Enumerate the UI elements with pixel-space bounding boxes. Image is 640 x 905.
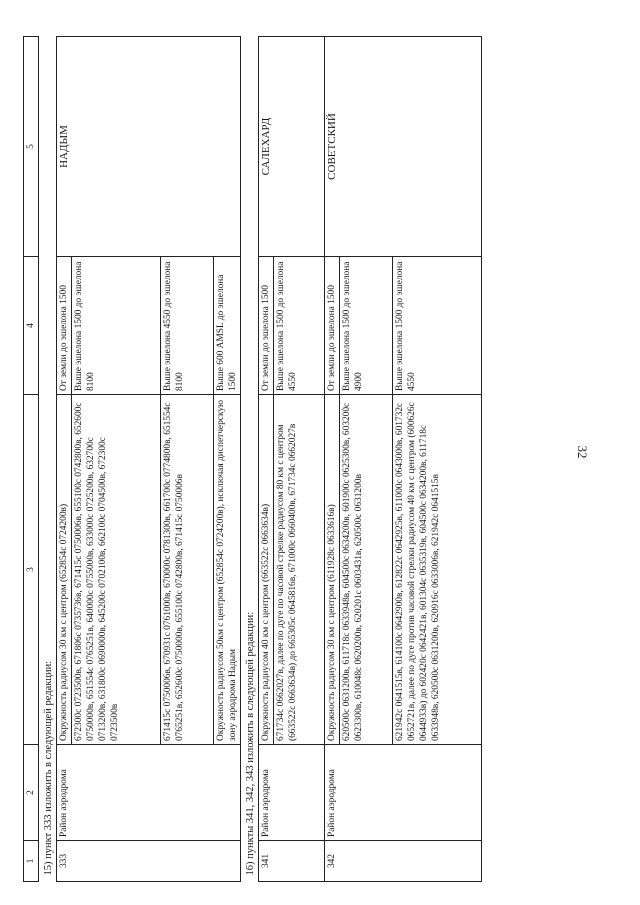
- zone-coords: 671734с 0662027в, далее по дуге по часовой стрелке радиусом 80 км с центром (663522с 0663634в) до 665305с 0645816в, 671000с 0660400в, 671734с 0662027в: [273, 395, 300, 744]
- row-name: Район аэродрома: [57, 745, 241, 841]
- header-cell-1: 1: [24, 841, 39, 882]
- height-cell: [259, 257, 325, 395]
- zone-coords: 620500с 0631200в, 611718с 0633948в, 604500с 0634200в, 601900с 0625300в, 603200с 0623300в, 610048с 0620200в, 620201с 0603431в, 620500с 0631200в: [339, 395, 392, 744]
- zone-height: От земли до эшелона 1500: [59, 285, 69, 391]
- coords-cell: [259, 395, 325, 745]
- zone-coords: 672300с 0723500в, 671806с 0735736в, 671415с 0750006в, 655100с 0742800в, 652600с 0750000в, 651554с 0765251в, 640000с 0755000в, 633000с 0725200в, 632700с 0713200в, 631800с 0690000в, 645200с 0702100в, 662100с 0704500в, 672300с 0723500в: [71, 395, 160, 744]
- row-number: 333: [57, 841, 241, 882]
- zone-coords: Окружность радиусом 30 км с центром (611928с 0633616в): [327, 504, 337, 741]
- section-intro: 15) пункт 333 изложить в следующей редакции:: [39, 37, 57, 882]
- row-number: 341: [259, 841, 325, 882]
- zone-height: От земли до эшелона 1500: [261, 285, 271, 391]
- header-cell-5: 5: [24, 37, 39, 257]
- rotated-document-body: [23, 37, 583, 882]
- aerodrome-name: НАДЫМ: [57, 37, 241, 257]
- header-row: [24, 37, 39, 882]
- zone-coords: 621942с 0641515в, 614100с 0642900в, 612822с 0642925в, 611000с 0643000в, 601732с 0652721в, далее по дуге против часовой стрелки радиусом 40 км с центром (600626с 0644933в) до 602420с 0642421в, 601304с 0635319в, 604500с 0634200в, 611718с 0633948в, 620500с 0631200в, 620916с 0633006в, 621942с 0641515в: [392, 395, 481, 744]
- zone-coords: Окружность радиусом 50км с центром (652854с 0724200в), исключая диспетчерскую зону аэродрома Надым: [213, 395, 240, 744]
- section-intro-row: [39, 37, 57, 882]
- coords-cell: [325, 395, 482, 745]
- zone-height: Выше эшелона 1500 до эшелона 4550: [392, 257, 481, 394]
- height-cell: [57, 257, 241, 395]
- zone-height: Выше эшелона 4550 до эшелона 8100: [160, 257, 213, 394]
- row-number: 342: [325, 841, 482, 882]
- zone-coords: 671415с 0750006в, 670931с 0761000в, 670000с 0781300в, 661700с 0774800в, 651554с 0765251в, 652600с 0750000в, 655100с 0742800в, 671415с 0750006в: [160, 395, 213, 744]
- zone-height: От земли до эшелона 1500: [327, 285, 337, 391]
- section-intro-row: [241, 37, 259, 882]
- coords-cell: [57, 395, 241, 745]
- row-name: Район аэродрома: [325, 745, 482, 841]
- page-number: 32: [575, 445, 590, 459]
- section-intro: 16) пункты 341, 342, 343 изложить в следующей редакции:: [241, 37, 259, 882]
- aerodrome-name: СОВЕТСКИЙ: [325, 37, 482, 257]
- aerodrome-name: САЛЕХАРД: [259, 37, 325, 257]
- table-row: [325, 37, 482, 882]
- table-row: [259, 37, 325, 882]
- height-cell: [325, 257, 482, 395]
- zone-height: Выше эшелона 1500 до эшелона 4550: [273, 257, 324, 394]
- header-cell-3: 3: [24, 395, 39, 745]
- zone-height: Выше эшелона 1500 до эшелона 4900: [339, 257, 392, 394]
- row-name: Район аэродрома: [259, 745, 325, 841]
- header-cell-2: 2: [24, 745, 39, 841]
- header-cell-4: 4: [24, 257, 39, 395]
- zone-coords: Окружность радиусом 40 км с центром (663522с 0663634в): [261, 503, 271, 741]
- airspace-table: [23, 36, 482, 882]
- zone-height: Выше эшелона 1500 до эшелона 8100: [71, 257, 160, 394]
- zone-coords: Окружность радиусом 30 км с центром (652854с 0724200в): [59, 503, 69, 741]
- zone-height: Выше 600 AMSL до эшелона 1500: [213, 257, 240, 394]
- table-row: [57, 37, 241, 882]
